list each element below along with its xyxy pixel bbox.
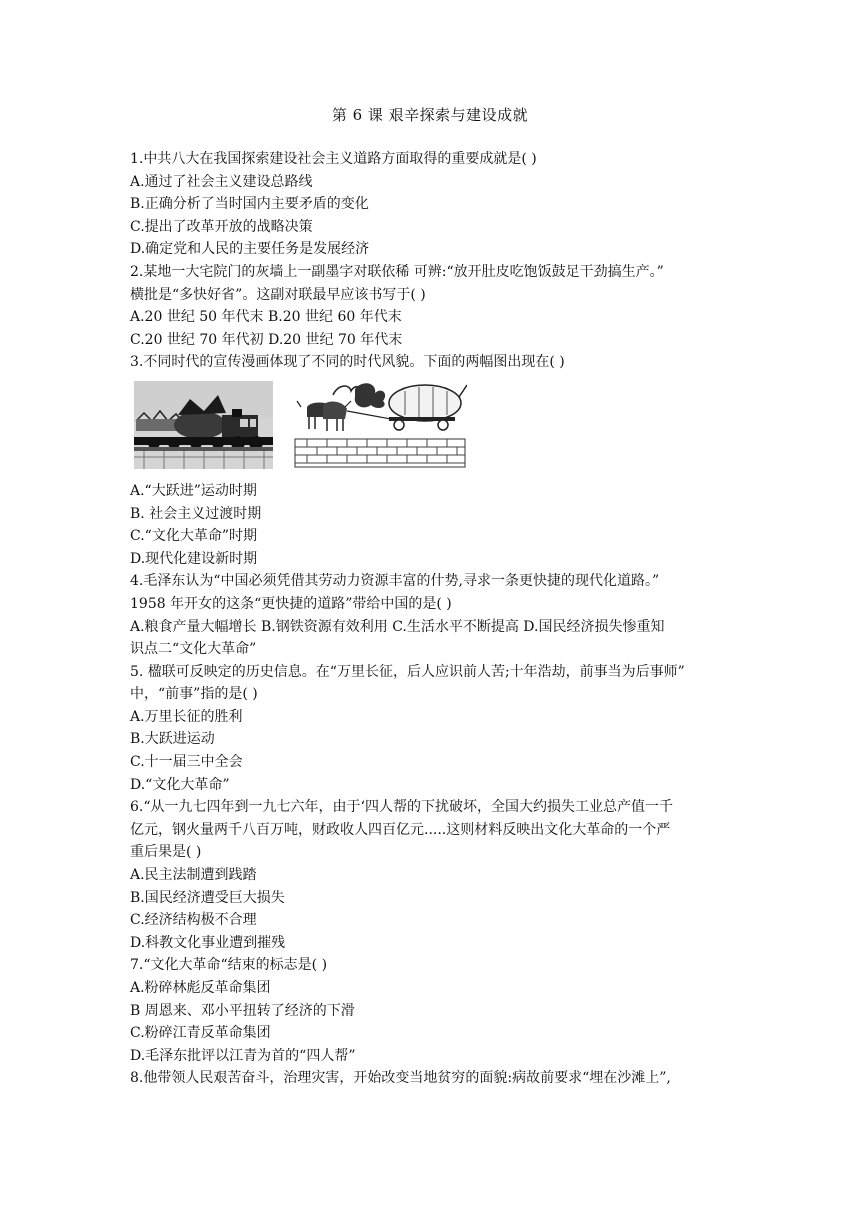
q6-option-d: D.科教文化事业遭到摧残 [130, 934, 286, 951]
q8-stem: 8.他带领人民艰苦奋斗，治理灾害，开始改变当地贫穷的面貌:病故前要求“埋在沙滩上”, [130, 1070, 671, 1087]
q7-stem: 7.“文化大革命“结束的标志是( ) [130, 957, 328, 974]
q2-stem-line2: 横批是“多快好省”。这副对联最早应该书写于( ) [130, 286, 426, 303]
q5-option-a: A.万里长征的胜利 [130, 708, 243, 725]
q5-stem-line1: 5. 楹联可反映定的历史信息。在“万里长征，后人应识前人苦;十年浩劫，前事当为后事师” [130, 663, 685, 680]
q7-option-d: D.毛泽东批评以江青为首的“四人帮” [130, 1047, 356, 1064]
q6-stem-line2: 亿元，钢火量两千八百万吨，财政收人四百亿元.....这则材料反映出文化大革命的一个严 [130, 821, 671, 838]
ox-cart-cartoon-image [293, 377, 467, 469]
locomotive-cartoon-image [134, 381, 273, 469]
q1-option-b: B.正确分析了当时国内主要矛盾的变化 [130, 196, 369, 213]
q3-figures [130, 377, 736, 475]
q5-option-d: D.“文化大革命” [130, 776, 230, 793]
q3-stem: 3.不同时代的宣传漫画体现了不同的时代风貌。下面的两幅图出现在( ) [130, 354, 565, 371]
q4-options-line1: A.粮食产量大幅增长 B.钢铁资源有效利用 C.生活水平不断提高 D.国民经济损失惨重知 [130, 618, 665, 635]
page-title: 第 6 课 艰辛探索与建设成就 [331, 106, 529, 124]
q7-option-b: B 周恩来、邓小平扭转了经济的下滑 [130, 1002, 355, 1019]
q6-stem-line1: 6.“从一九七四年到一九七六年，由于‘四人帮的下扰破坏，全国大约损失工业总产值一千 [130, 799, 673, 816]
q5-stem-line2: 中，“前事”指的是( ) [130, 686, 258, 703]
q3-option-c: C.“文化大革命”时期 [130, 528, 257, 545]
q1-option-d: D.确定党和人民的主要任务是发展经济 [130, 241, 370, 258]
q1-option-a: A.通过了社会主义建设总路线 [130, 173, 313, 190]
q3-option-d: D.现代化建设新时期 [130, 550, 258, 567]
q3-option-b: B. 社会主义过渡时期 [130, 505, 262, 522]
question-list [130, 148, 736, 1090]
q6-option-b: B.国民经济遭受巨大损失 [130, 889, 285, 906]
q4-stem-line1: 4.毛泽东认为“中国必须凭借其劳动力资源丰富的什势,寻求一条更快捷的现代化道路。” [130, 573, 660, 590]
q4-options-line2: 识点二“文化大革命” [130, 641, 257, 658]
q5-option-b: B.大跃进运动 [130, 731, 215, 748]
q5-option-c: C.十一届三中全会 [130, 754, 243, 771]
q7-option-a: A.粉碎林彪反革命集团 [130, 980, 271, 996]
q3-option-a: A.“大跃进”运动时期 [130, 482, 257, 499]
q2-stem-line1: 2.某地一大宅院门的灰墙上一副墨字对联依稀 可辨:“放开肚皮吃饱饭鼓足干劲搞生产。” [130, 263, 664, 280]
q6-option-a: A.民主法制遭到践踏 [130, 867, 257, 884]
q7-option-c: C.粉碎江青反革命集团 [130, 1025, 271, 1042]
q6-stem-line3: 重后果是( ) [130, 844, 202, 861]
q2-options-cd: C.20 世纪 70 年代初 D.20 世纪 70 年代末 [130, 331, 403, 348]
q6-option-c: C.经济结构极不合理 [130, 912, 257, 929]
q2-options-ab: A.20 世纪 50 年代末 B.20 世纪 60 年代末 [130, 309, 402, 326]
q4-stem-line2: 1958 年开女的这条“更快捷的道路”带给中国的是( ) [130, 595, 452, 612]
q1-option-c: C.提出了改革开放的战略决策 [130, 218, 313, 235]
q1-stem: 1.中共八大在我国探索建设社会主义道路方面取得的重要成就是( ) [130, 151, 537, 167]
